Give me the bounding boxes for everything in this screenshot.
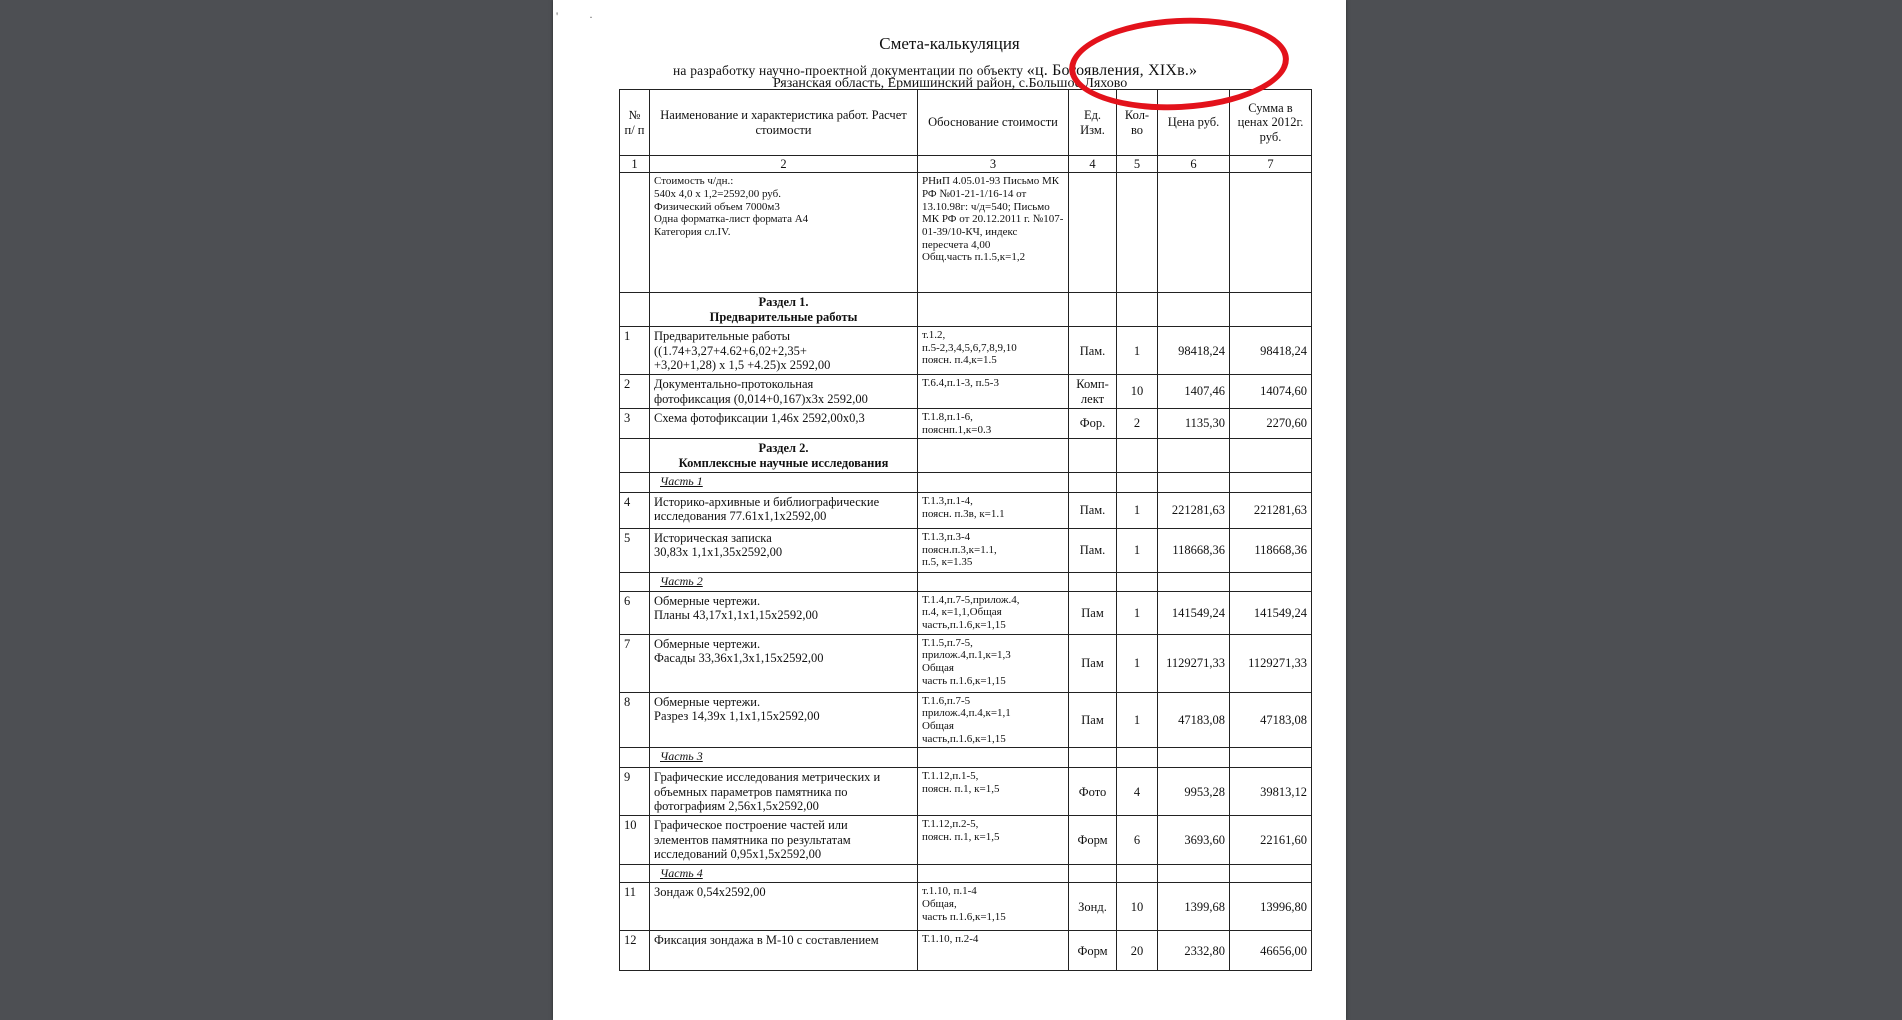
table-row bbox=[620, 931, 1312, 971]
cost-basis: Т.1.4,п.7-5,прилож.4, п.4, к=1,1,Общая часть,п.1.6,к=1,15 bbox=[918, 591, 1069, 634]
document-location: Рязанская область, Ермишинский район, с.Большое Ляхово bbox=[773, 76, 1128, 91]
column-header: № п/ п bbox=[620, 90, 650, 156]
unit: Пам. bbox=[1069, 529, 1117, 573]
unit: Пам. bbox=[1069, 327, 1117, 375]
intro-basis: РНиП 4.05.01-93 Письмо МК РФ №01-21-1/16-14 от 13.10.98г: ч/д=540; Письмо МК РФ от 20.12.2011 г. №107-01-39/10-КЧ, индекс пересчета 4,00 Общ.часть п.1.5,к=1,2 bbox=[918, 173, 1069, 293]
part-row bbox=[620, 748, 1312, 768]
table-row bbox=[620, 816, 1312, 864]
column-index: 1 bbox=[620, 156, 650, 173]
quantity: 1 bbox=[1117, 529, 1158, 573]
unit: Пам bbox=[1069, 591, 1117, 634]
row-number: 6 bbox=[620, 591, 650, 634]
table-row bbox=[620, 591, 1312, 634]
empty-cell bbox=[1230, 173, 1312, 293]
section-row bbox=[620, 293, 1312, 327]
empty-cell bbox=[918, 748, 1069, 768]
empty-cell bbox=[1158, 173, 1230, 293]
empty-cell bbox=[1117, 864, 1158, 883]
empty-cell bbox=[918, 864, 1069, 883]
table-row bbox=[620, 768, 1312, 816]
unit: Фор. bbox=[1069, 409, 1117, 439]
unit: Форм bbox=[1069, 816, 1117, 864]
row-number: 7 bbox=[620, 634, 650, 692]
line-sum: 141549,24 bbox=[1230, 591, 1312, 634]
empty-cell bbox=[620, 573, 650, 592]
row-number: 10 bbox=[620, 816, 650, 864]
cost-basis: т.1.2, п.5-2,3,4,5,6,7,8,9,10 поясн. п.4,к=1.5 bbox=[918, 327, 1069, 375]
scan-speck: ' bbox=[556, 9, 559, 23]
row-number: 12 bbox=[620, 931, 650, 971]
unit: Пам bbox=[1069, 634, 1117, 692]
empty-cell bbox=[1230, 473, 1312, 493]
row-number: 5 bbox=[620, 529, 650, 573]
line-sum: 221281,63 bbox=[1230, 493, 1312, 529]
quantity: 1 bbox=[1117, 692, 1158, 748]
cost-basis: Т.1.12,п.1-5, поясн. п.1, к=1,5 bbox=[918, 768, 1069, 816]
table-row bbox=[620, 883, 1312, 931]
column-header: Цена руб. bbox=[1158, 90, 1230, 156]
line-sum: 46656,00 bbox=[1230, 931, 1312, 971]
cost-basis: Т.1.6,п.7-5 прилож.4,п.4,к=1,1 Общая часть,п.1.6,к=1,15 bbox=[918, 692, 1069, 748]
empty-cell bbox=[1117, 748, 1158, 768]
part-title: Часть 1 bbox=[650, 473, 918, 493]
unit-price: 9953,28 bbox=[1158, 768, 1230, 816]
object-name: «ц. Богоявления, XIXв.» bbox=[1026, 62, 1198, 79]
empty-cell bbox=[620, 439, 650, 473]
unit-price: 47183,08 bbox=[1158, 692, 1230, 748]
work-description: Предварительные работы ((1.74+3,27+4.62+6,02+2,35+ +3,20+1,28) х 1,5 +4.25)х 2592,00 bbox=[650, 327, 918, 375]
empty-cell bbox=[918, 573, 1069, 592]
cost-basis: Т.6.4,п.1-3, п.5-3 bbox=[918, 375, 1069, 409]
work-description: Обмерные чертежи. Планы 43,17х1,1х1,15х2592,00 bbox=[650, 591, 918, 634]
unit-price: 98418,24 bbox=[1158, 327, 1230, 375]
unit: Комп- лект bbox=[1069, 375, 1117, 409]
part-title: Часть 4 bbox=[650, 864, 918, 883]
unit: Форм bbox=[1069, 931, 1117, 971]
quantity: 1 bbox=[1117, 591, 1158, 634]
empty-cell bbox=[620, 293, 650, 327]
empty-cell bbox=[1069, 473, 1117, 493]
empty-cell bbox=[1069, 439, 1117, 473]
subtitle-prefix: на разработку научно-проектной документации по объекту bbox=[673, 63, 1024, 78]
section-row bbox=[620, 439, 1312, 473]
quantity: 10 bbox=[1117, 375, 1158, 409]
line-sum: 2270,60 bbox=[1230, 409, 1312, 439]
part-row bbox=[620, 864, 1312, 883]
row-number: 9 bbox=[620, 768, 650, 816]
empty-cell bbox=[1069, 864, 1117, 883]
row-number: 4 bbox=[620, 493, 650, 529]
unit-price: 2332,80 bbox=[1158, 931, 1230, 971]
line-sum: 47183,08 bbox=[1230, 692, 1312, 748]
work-description: Графическое построение частей или элементов памятника по результатам исследований 0,95х1,5х2592,00 bbox=[650, 816, 918, 864]
intro-row bbox=[620, 173, 1312, 293]
work-description: Фиксация зондажа в М-10 с составлением bbox=[650, 931, 918, 971]
column-index: 7 bbox=[1230, 156, 1312, 173]
table-row bbox=[620, 493, 1312, 529]
row-number: 2 bbox=[620, 375, 650, 409]
line-sum: 1129271,33 bbox=[1230, 634, 1312, 692]
quantity: 1 bbox=[1117, 493, 1158, 529]
empty-cell bbox=[1069, 573, 1117, 592]
work-description: Графические исследования метрических и объемных параметров памятника по фотографиям 2,56х1,5х2592,00 bbox=[650, 768, 918, 816]
estimate-table bbox=[619, 89, 1312, 971]
empty-cell bbox=[1158, 473, 1230, 493]
empty-cell bbox=[620, 748, 650, 768]
empty-cell bbox=[918, 293, 1069, 327]
empty-cell bbox=[1069, 748, 1117, 768]
empty-cell bbox=[1230, 573, 1312, 592]
line-sum: 22161,60 bbox=[1230, 816, 1312, 864]
unit-price: 118668,36 bbox=[1158, 529, 1230, 573]
empty-cell bbox=[1069, 173, 1117, 293]
table-row bbox=[620, 327, 1312, 375]
work-description: Документально-протокольная фотофиксация (0,014+0,167)х3х 2592,00 bbox=[650, 375, 918, 409]
line-sum: 14074,60 bbox=[1230, 375, 1312, 409]
cost-basis: Т.1.3,п.1-4, поясн. п.3в, к=1.1 bbox=[918, 493, 1069, 529]
empty-cell bbox=[918, 473, 1069, 493]
section-title: Раздел 2. Комплексные научные исследования bbox=[650, 439, 918, 473]
column-header: Сумма в ценах 2012г. руб. bbox=[1230, 90, 1312, 156]
unit-price: 221281,63 bbox=[1158, 493, 1230, 529]
work-description: Обмерные чертежи. Разрез 14,39х 1,1х1,15х2592,00 bbox=[650, 692, 918, 748]
unit: Зонд. bbox=[1069, 883, 1117, 931]
part-row bbox=[620, 473, 1312, 493]
empty-cell bbox=[1230, 864, 1312, 883]
document-page bbox=[553, 0, 1346, 1020]
empty-cell bbox=[1117, 473, 1158, 493]
empty-cell bbox=[1117, 293, 1158, 327]
column-header: Кол-во bbox=[1117, 90, 1158, 156]
quantity: 10 bbox=[1117, 883, 1158, 931]
cost-basis: Т.1.8,п.1-6, пояснп.1,к=0.3 bbox=[918, 409, 1069, 439]
part-row bbox=[620, 573, 1312, 592]
table-row bbox=[620, 409, 1312, 439]
empty-cell bbox=[1117, 439, 1158, 473]
part-title: Часть 3 bbox=[650, 748, 918, 768]
part-title: Часть 2 bbox=[650, 573, 918, 592]
column-header: Обоснование стоимости bbox=[918, 90, 1069, 156]
empty-cell bbox=[1230, 748, 1312, 768]
empty-cell bbox=[1158, 439, 1230, 473]
column-header: Ед. Изм. bbox=[1069, 90, 1117, 156]
row-number: 8 bbox=[620, 692, 650, 748]
cost-basis: Т.1.5,п.7-5, прилож.4,п.1,к=1,3 Общая часть п.1.6,к=1,15 bbox=[918, 634, 1069, 692]
cost-basis: Т.1.3,п.3-4 поясн.п.3,к=1.1, п.5, к=1.35 bbox=[918, 529, 1069, 573]
quantity: 4 bbox=[1117, 768, 1158, 816]
table-body bbox=[620, 173, 1312, 971]
document-title: Смета-калькуляция bbox=[879, 34, 1020, 53]
intro-description: Стоимость ч/дн.: 540х 4,0 х 1,2=2592,00 руб. Физический объем 7000м3 Одна форматка-лист формата А4 Категория сл.IV. bbox=[650, 173, 918, 293]
column-index: 6 bbox=[1158, 156, 1230, 173]
quantity: 20 bbox=[1117, 931, 1158, 971]
column-header: Наименование и характеристика работ. Расчет стоимости bbox=[650, 90, 918, 156]
unit-price: 1407,46 bbox=[1158, 375, 1230, 409]
unit-price: 1399,68 bbox=[1158, 883, 1230, 931]
row-number: 3 bbox=[620, 409, 650, 439]
empty-cell bbox=[1158, 748, 1230, 768]
empty-cell bbox=[620, 173, 650, 293]
line-sum: 39813,12 bbox=[1230, 768, 1312, 816]
empty-cell bbox=[1158, 293, 1230, 327]
unit-price: 1129271,33 bbox=[1158, 634, 1230, 692]
line-sum: 118668,36 bbox=[1230, 529, 1312, 573]
table-row bbox=[620, 529, 1312, 573]
cost-basis: Т.1.10, п.2-4 bbox=[918, 931, 1069, 971]
unit: Пам bbox=[1069, 692, 1117, 748]
cost-basis: т.1.10, п.1-4 Общая, часть п.1.6,к=1,15 bbox=[918, 883, 1069, 931]
unit-price: 141549,24 bbox=[1158, 591, 1230, 634]
empty-cell bbox=[1069, 293, 1117, 327]
work-description: Обмерные чертежи. Фасады 33,36х1,3х1,15х2592,00 bbox=[650, 634, 918, 692]
quantity: 1 bbox=[1117, 634, 1158, 692]
table-index-row bbox=[620, 156, 1312, 173]
empty-cell bbox=[1158, 864, 1230, 883]
empty-cell bbox=[1158, 573, 1230, 592]
table-row bbox=[620, 634, 1312, 692]
empty-cell bbox=[1230, 293, 1312, 327]
column-index: 2 bbox=[650, 156, 918, 173]
line-sum: 98418,24 bbox=[1230, 327, 1312, 375]
unit-price: 1135,30 bbox=[1158, 409, 1230, 439]
cost-basis: Т.1.12,п.2-5, поясн. п.1, к=1,5 bbox=[918, 816, 1069, 864]
quantity: 1 bbox=[1117, 327, 1158, 375]
row-number: 1 bbox=[620, 327, 650, 375]
work-description: Историко-архивные и библиографические исследования 77.61х1,1х2592,00 bbox=[650, 493, 918, 529]
table-row bbox=[620, 375, 1312, 409]
empty-cell bbox=[1117, 573, 1158, 592]
empty-cell bbox=[1230, 439, 1312, 473]
work-description: Схема фотофиксации 1,46х 2592,00х0,3 bbox=[650, 409, 918, 439]
line-sum: 13996,80 bbox=[1230, 883, 1312, 931]
column-index: 5 bbox=[1117, 156, 1158, 173]
section-title: Раздел 1. Предварительные работы bbox=[650, 293, 918, 327]
work-description: Историческая записка 30,83х 1,1х1,35х2592,00 bbox=[650, 529, 918, 573]
table-row bbox=[620, 692, 1312, 748]
empty-cell bbox=[918, 439, 1069, 473]
empty-cell bbox=[620, 473, 650, 493]
scan-speck: · bbox=[589, 10, 593, 24]
work-description: Зондаж 0,54х2592,00 bbox=[650, 883, 918, 931]
empty-cell bbox=[620, 864, 650, 883]
quantity: 2 bbox=[1117, 409, 1158, 439]
quantity: 6 bbox=[1117, 816, 1158, 864]
empty-cell bbox=[1117, 173, 1158, 293]
column-index: 3 bbox=[918, 156, 1069, 173]
row-number: 11 bbox=[620, 883, 650, 931]
unit: Фото bbox=[1069, 768, 1117, 816]
column-index: 4 bbox=[1069, 156, 1117, 173]
unit: Пам. bbox=[1069, 493, 1117, 529]
unit-price: 3693,60 bbox=[1158, 816, 1230, 864]
